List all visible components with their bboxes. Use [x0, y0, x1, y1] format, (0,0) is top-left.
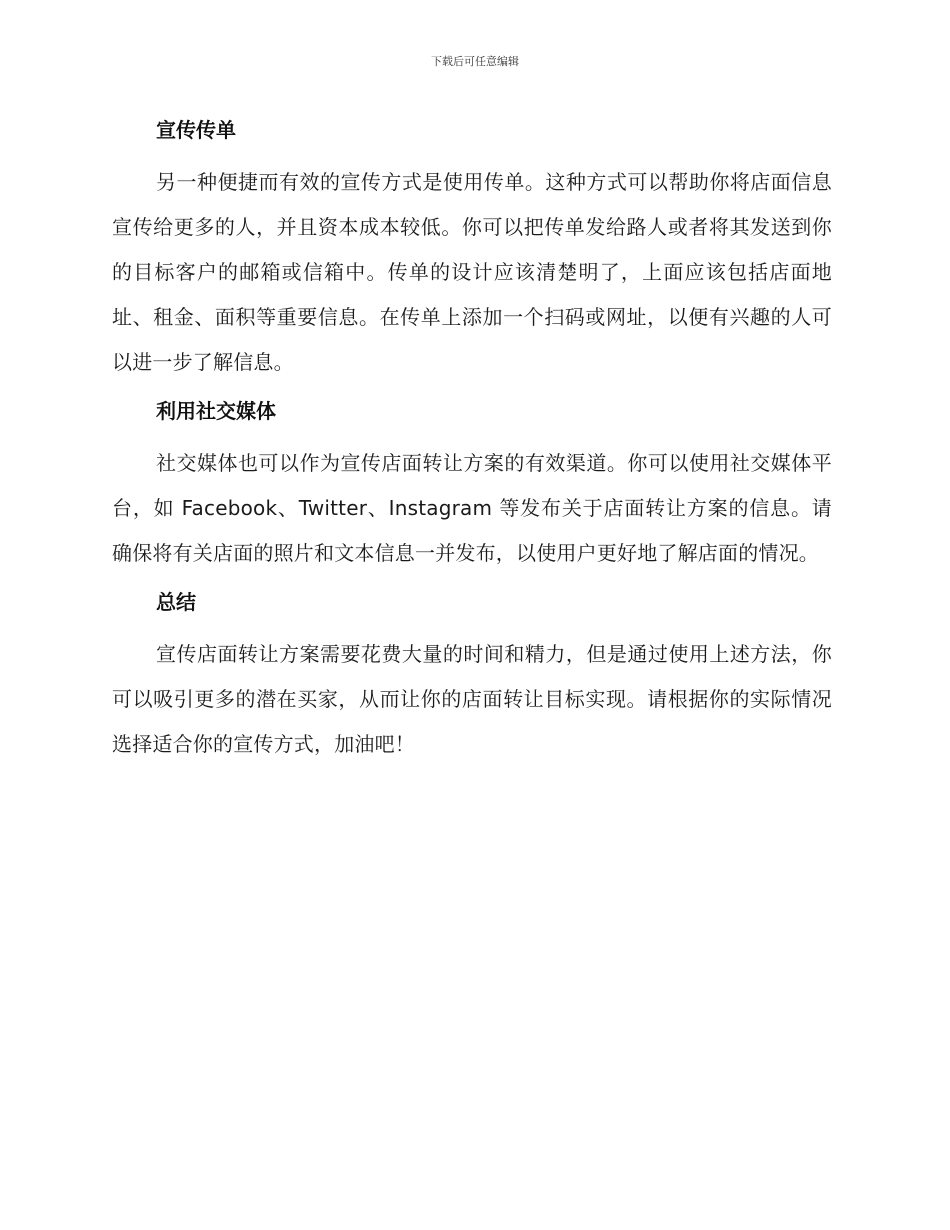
section-heading-flyers: 宣传传单 [156, 118, 236, 142]
section-summary [112, 584, 832, 767]
page-header: 下载后可任意编辑 [431, 55, 519, 68]
paragraph-summary: 宣传店面转让方案需要花费大量的时间和精力，但是通过使用上述方法，你可以吸引更多的潜在买家，从而让你的店面转让目标实现。请根据你的实际情况选择适合你的宣传方式，加油吧！ [112, 642, 832, 756]
section-social-media [112, 393, 832, 576]
section-flyers [112, 112, 832, 385]
document-body [112, 112, 832, 775]
paragraph-flyers: 另一种便捷而有效的宣传方式是使用传单。这种方式可以帮助你将店面信息宣传给更多的人，并且资本成本较低。你可以把传单发给路人或者将其发送到你的目标客户的邮箱或信箱中。传单的设计应该清楚明了，上面应该包括店面地址、租金、面积等重要信息。在传单上添加一个扫码或网址，以便有兴趣的人可以进一步了解信息。 [112, 170, 832, 374]
section-heading-social-media: 利用社交媒体 [156, 399, 276, 423]
paragraph-social-media: 社交媒体也可以作为宣传店面转让方案的有效渠道。你可以使用社交媒体平台，如 Facebook、Twitter、Instagram 等发布关于店面转让方案的信息。请确保将有关店面的照片和文本信息一并发布，以使用户更好地了解店面的情况。 [112, 451, 832, 565]
section-heading-summary: 总结 [156, 590, 196, 614]
